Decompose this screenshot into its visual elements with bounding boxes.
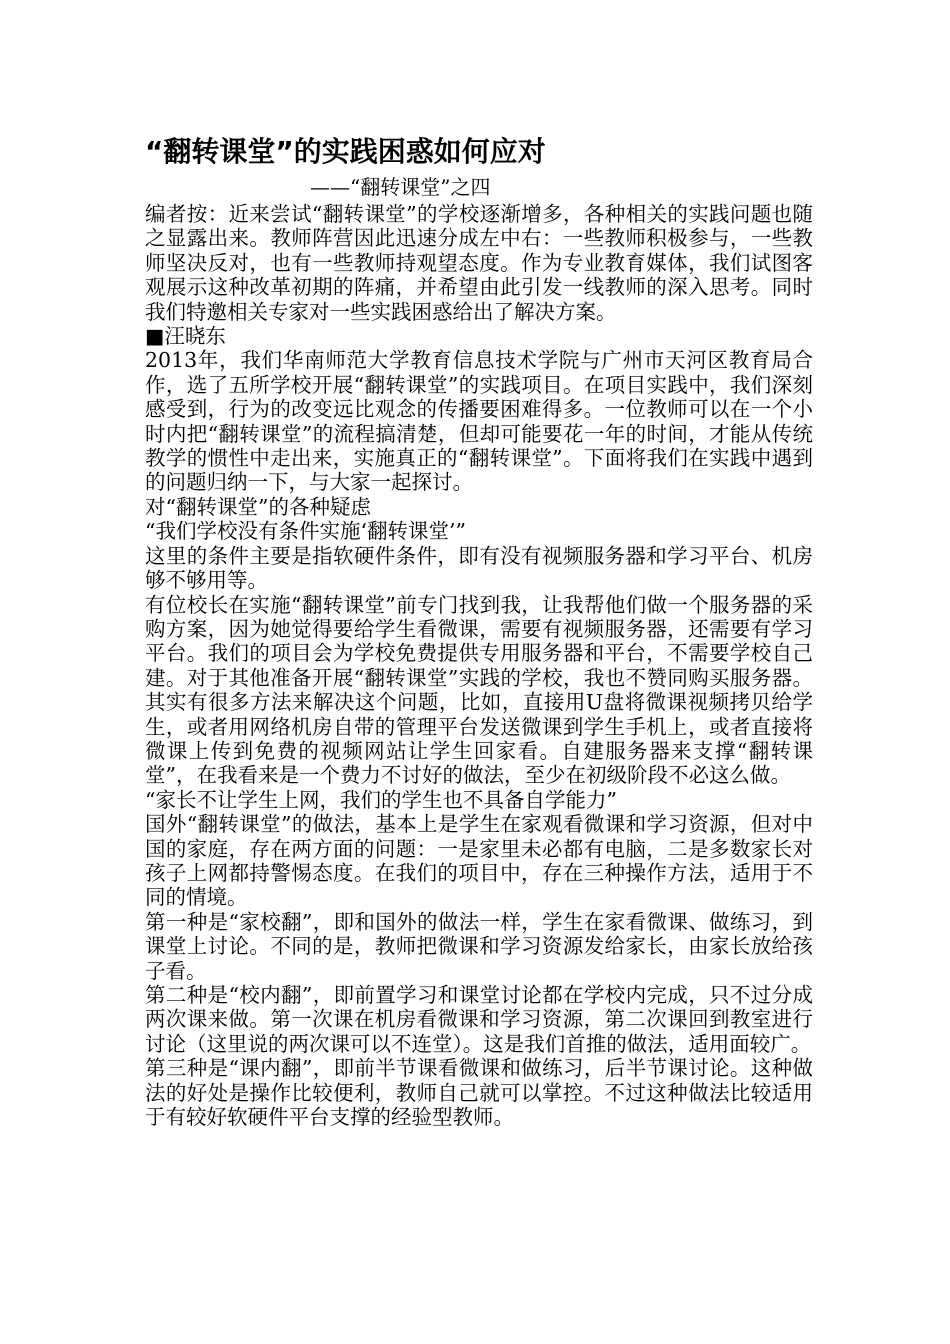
editor-note-paragraph: 编者按：近来尝试“翻转课堂”的学校逐渐增多，各种相关的实践问题也随之显露出来。教师阵营因此迅速分成左中右：一些教师积极参与，一些教师坚决反对，也有一些教师持观望态度。作为专业教育媒体，我们试图客观展示这种改革初期的阵痛，并希望由此引发一线教师的深入思考。同时我们特邀相关专家对一些实践困惑给出了解决方案。 [145,202,813,324]
body-paragraph: 有位校长在实施“翻转课堂”前专门找到我，让我帮他们做一个服务器的采购方案，因为她觉得要给学生看微课，需要有视频服务器，还需要有学习平台。我们的项目会为学校免费提供专用服务器和平台，不需要学校自己建。对于其他准备开展“翻转课堂”实践的学校，我也不赞同购买服务器。其实有很多方法来解决这个问题，比如，直接用U盘将微课视频拷贝给学生，或者用网络机房自带的管理平台发送微课到学生手机上，或者直接将微课上传到免费的视频网站让学生回家看。自建服务器来支撑“翻转课堂”，在我看来是一个费力不讨好的做法，至少在初级阶段不必这么做。 [145,592,813,788]
article-subtitle: ——“翻转课堂”之四 [310,175,491,199]
question-heading-1: “我们学校没有条件实施‘翻转课堂’” [145,519,466,544]
author-line: ■汪晓东 [145,324,226,349]
body-paragraph: 这里的条件主要是指软硬件条件，即有没有视频服务器和学习平台、机房够不够用等。 [145,543,813,593]
article-title: “翻转课堂”的实践困惑如何应对 [145,135,546,168]
question-heading-2: “家长不让学生上网，我们的学生也不具备自学能力” [145,787,617,812]
body-paragraph: 第三种是“课内翻”，即前半节课看微课和做练习，后半节课讨论。这种做法的好处是操作比较便利，教师自己就可以掌控。不过这种做法比较适用于有较好软硬件平台支撑的经验型教师。 [145,1056,813,1130]
document-page [145,132,813,1129]
body-paragraph: 国外“翻转课堂”的做法，基本上是学生在家观看微课和学习资源，但对中国的家庭，存在两方面的问题：一是家里未必都有电脑，二是多数家长对孩子上网都持警惕态度。在我们的项目中，存在三种操作方法，适用于不同的情境。 [145,812,813,910]
body-paragraph: 第二种是“校内翻”，即前置学习和课堂讨论都在学校内完成，只不过分成两次课来做。第一次课在机房看微课和学习资源，第二次课回到教室进行讨论（这里说的两次课可以不连堂）。这是我们首推的做法，适用面较广。 [145,983,813,1056]
section-heading: 对“翻转课堂”的各种疑虑 [145,494,371,519]
intro-paragraph: 2013年，我们华南师范大学教育信息技术学院与广州市天河区教育局合作，选了五所学校开展“翻转课堂”的实践项目。在项目实践中，我们深刻感受到，行为的改变远比观念的传播要困难得多。一位教师可以在一个小时内把“翻转课堂”的流程搞清楚，但却可能要花一年的时间，才能从传统教学的惯性中走出来，实施真正的“翻转课堂”。下面将我们在实践中遇到的问题归纳一下，与大家一起探讨。 [145,348,813,495]
body-paragraph: 第一种是“家校翻”，即和国外的做法一样，学生在家看微课、做练习，到课堂上讨论。不同的是，教师把微课和学习资源发给家长，由家长放给孩子看。 [145,909,813,983]
